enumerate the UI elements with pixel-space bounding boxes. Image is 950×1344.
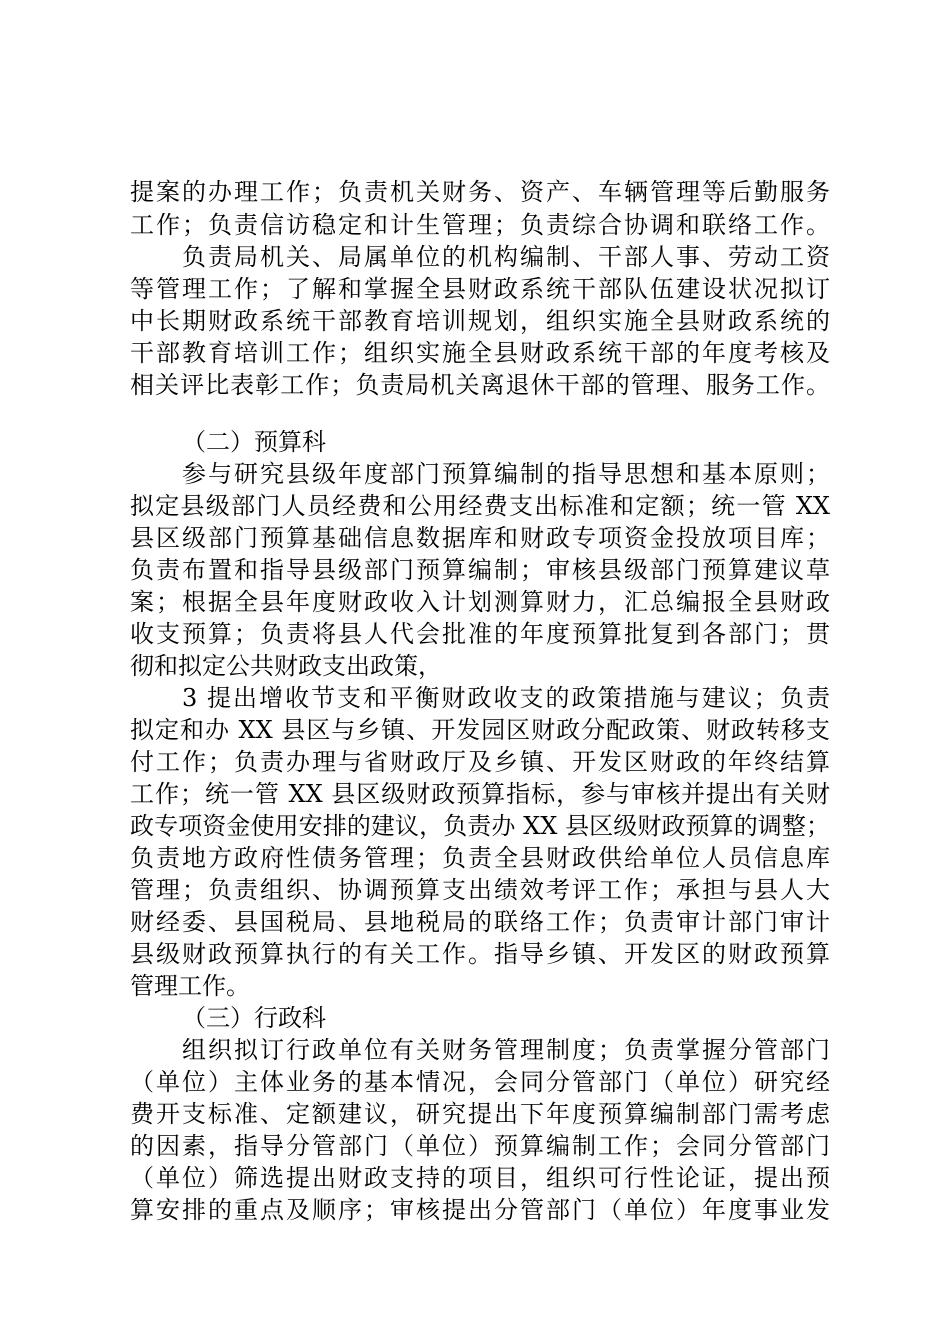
text-line: 拟定县级部门人员经费和公用经费支出标准和定额；统一管 XX: [130, 492, 830, 520]
text-line: 财经委、县国税局、县地税局的联络工作；负责审计部门审计: [130, 908, 830, 936]
text-line: 案；根据全县年度财政收入计划测算财力，汇总编报全县财政: [130, 588, 830, 616]
text-line: 付工作；负责办理与省财政厅及乡镇、开发区财政的年终结算: [130, 748, 830, 776]
section-heading-administration: （三）行政科: [182, 1004, 326, 1032]
text-line: 县区级部门预算基础信息数据库和财政专项资金投放项目库；: [130, 524, 830, 552]
section-heading-budget: （二）预算科: [182, 428, 326, 456]
paragraph-start: 3 提出增收节支和平衡财政收支的政策措施与建议；负责: [182, 684, 830, 712]
text-line: 负责布置和指导县级部门预算编制；审核县级部门预算建议草: [130, 556, 830, 584]
text-line: 提案的办理工作；负责机关财务、资产、车辆管理等后勤服务: [130, 178, 830, 206]
text-line: 干部教育培训工作；组织实施全县财政系统干部的年度考核及: [130, 339, 830, 367]
text-line: 的因素，指导分管部门（单位）预算编制工作；会同分管部门: [130, 1132, 830, 1160]
paragraph-start: 负责局机关、局属单位的机构编制、干部人事、劳动工资: [182, 243, 830, 271]
text-line: 工作；统一管 XX 县区级财政预算指标，参与审核并提出有关财: [130, 780, 830, 808]
text-line: 彻和拟定公共财政支出政策，: [130, 652, 442, 680]
text-line: 中长期财政系统干部教育培训规划，组织实施全县财政系统的: [130, 307, 830, 335]
text-line: 相关评比表彰工作；负责局机关离退休干部的管理、服务工作。: [130, 371, 830, 399]
text-line: 管理；负责组织、协调预算支出绩效考评工作；承担与县人大: [130, 876, 830, 904]
text-line: 负责地方政府性债务管理；负责全县财政供给单位人员信息库: [130, 844, 830, 872]
text-line: 管理工作。: [130, 972, 250, 1000]
text-line: 工作；负责信访稳定和计生管理；负责综合协调和联络工作。: [130, 211, 830, 239]
text-line: 等管理工作；了解和掌握全县财政系统干部队伍建设状况拟订: [130, 275, 830, 303]
text-line: 拟定和办 XX 县区与乡镇、开发园区财政分配政策、财政转移支: [130, 716, 830, 744]
text-line: （单位）筛选提出财政支持的项目，组织可行性论证，提出预: [130, 1164, 830, 1192]
text-line: 算安排的重点及顺序；审核提出分管部门（单位）年度事业发: [130, 1196, 830, 1224]
text-line: 政专项资金使用安排的建议，负责办 XX 县区级财政预算的调整；: [130, 812, 830, 840]
paragraph-start: 参与研究县级年度部门预算编制的指导思想和基本原则；: [182, 460, 830, 488]
paragraph-start: 组织拟订行政单位有关财务管理制度；负责掌握分管部门: [182, 1036, 830, 1064]
text-line: 县级财政预算执行的有关工作。指导乡镇、开发区的财政预算: [130, 940, 830, 968]
text-line: （单位）主体业务的基本情况，会同分管部门（单位）研究经: [130, 1068, 830, 1096]
text-line: 费开支标准、定额建议，研究提出下年度预算编制部门需考虑: [130, 1100, 830, 1128]
text-line: 收支预算；负责将县人代会批准的年度预算批复到各部门；贯: [130, 620, 830, 648]
